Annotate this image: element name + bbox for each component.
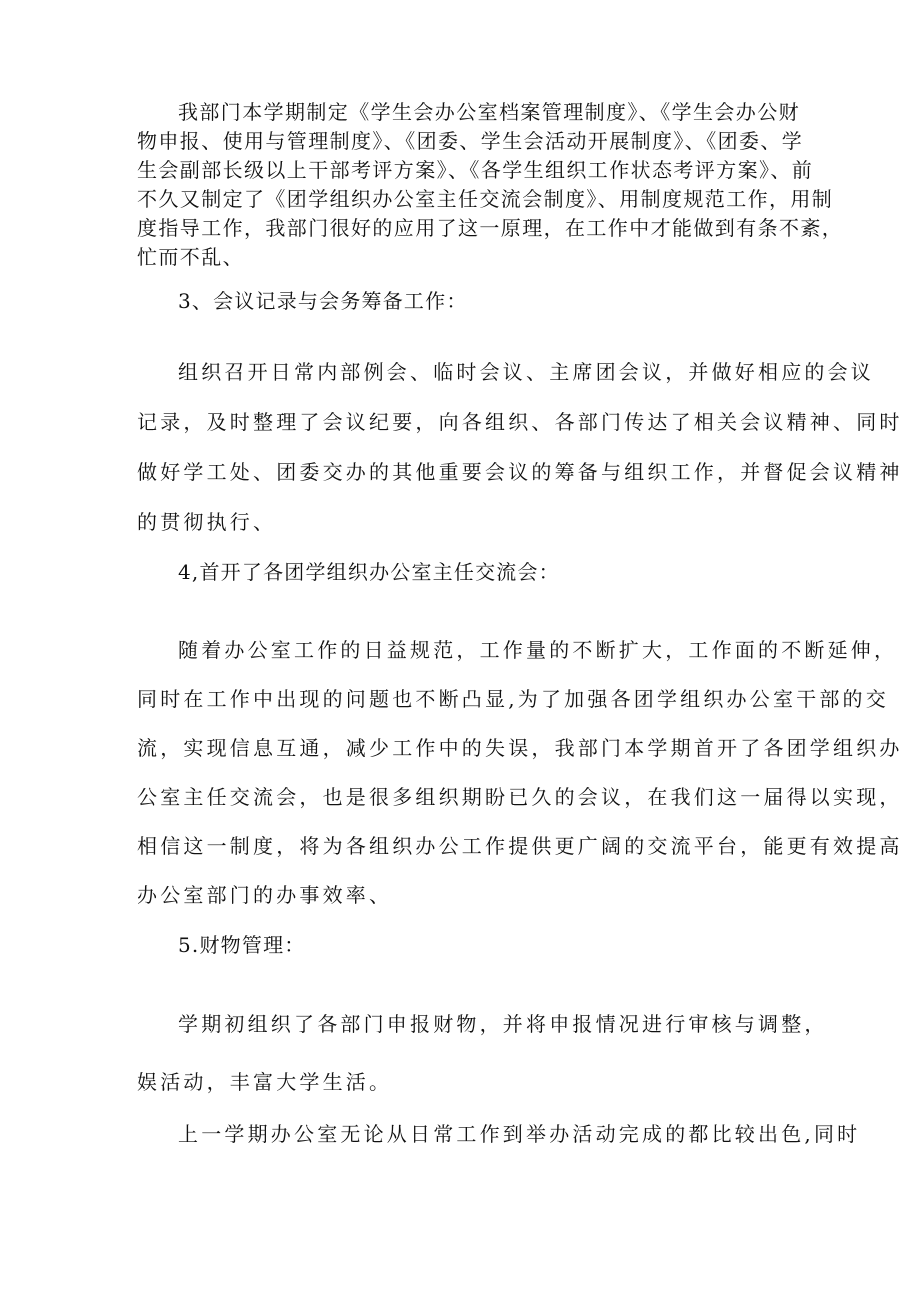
section-heading-5: 5.财物管理：: [178, 933, 306, 957]
paragraph-1-line-6: 忙而不乱、: [137, 245, 244, 269]
paragraph-3-line-3: 流，实现信息互通，减少工作中的失误，我部门本学期首开了各团学组织办: [137, 736, 903, 760]
paragraph-6-line-1: 上一学期办公室无论从日常工作到举办活动完成的都比较出色,同时: [178, 1122, 861, 1146]
section-heading-3: 3、会议记录与会务筹备工作：: [178, 289, 468, 313]
section-heading-4: 4,首开了各团学组织办公室主任交流会：: [178, 560, 560, 584]
paragraph-1-line-2: 物申报、使用与管理制度》、《团委、学生会活动开展制度》、《团委、学: [137, 129, 804, 153]
paragraph-4-line-1: 学期初组织了各部门申报财物，并将申报情况进行审核与调整，: [178, 1012, 828, 1036]
paragraph-3-line-5: 相信这一制度，将为各组织办公工作提供更广阔的交流平台，能更有效提高: [137, 834, 903, 858]
paragraph-3-line-2: 同时在工作中出现的问题也不断凸显,为了加强各团学组织办公室干部的交: [137, 687, 889, 711]
paragraph-1-line-5: 度指导工作，我部门很好的应用了这一原理，在工作中才能做到有条不紊，: [137, 216, 844, 240]
paragraph-5-line-1: 娱活动，丰富大学生活。: [137, 1070, 393, 1094]
paragraph-3-line-1: 随着办公室工作的日益规范，工作量的不断扩大，工作面的不断延伸，: [178, 638, 898, 662]
paragraph-3-line-6: 办公室部门的办事效率、: [137, 883, 393, 907]
paragraph-3-line-4: 公室主任交流会，也是很多组织期盼已久的会议，在我们这一届得以实现，: [137, 785, 903, 809]
paragraph-2-line-3: 做好学工处、团委交办的其他重要会议的筹备与组织工作，并督促会议精神: [137, 460, 903, 484]
paragraph-1-line-4: 不久又制定了《团学组织办公室主任交流会制度》、用制度规范工作，用制: [137, 187, 834, 211]
paragraph-2-line-1: 组织召开日常内部例会、临时会议、主席团会议，并做好相应的会议: [178, 360, 874, 384]
paragraph-1-line-3: 生会副部长级以上干部考评方案》、《各学生组织工作状态考评方案》、前: [137, 158, 814, 182]
paragraph-2-line-2: 记录，及时整理了会议纪要，向各组织、各部门传达了相关会议精神、同时: [137, 410, 903, 434]
paragraph-1-line-1: 我部门本学期制定《学生会办公室档案管理制度》、《学生会办公财: [178, 100, 800, 124]
paragraph-2-line-4: 的贯彻执行、: [137, 510, 277, 534]
